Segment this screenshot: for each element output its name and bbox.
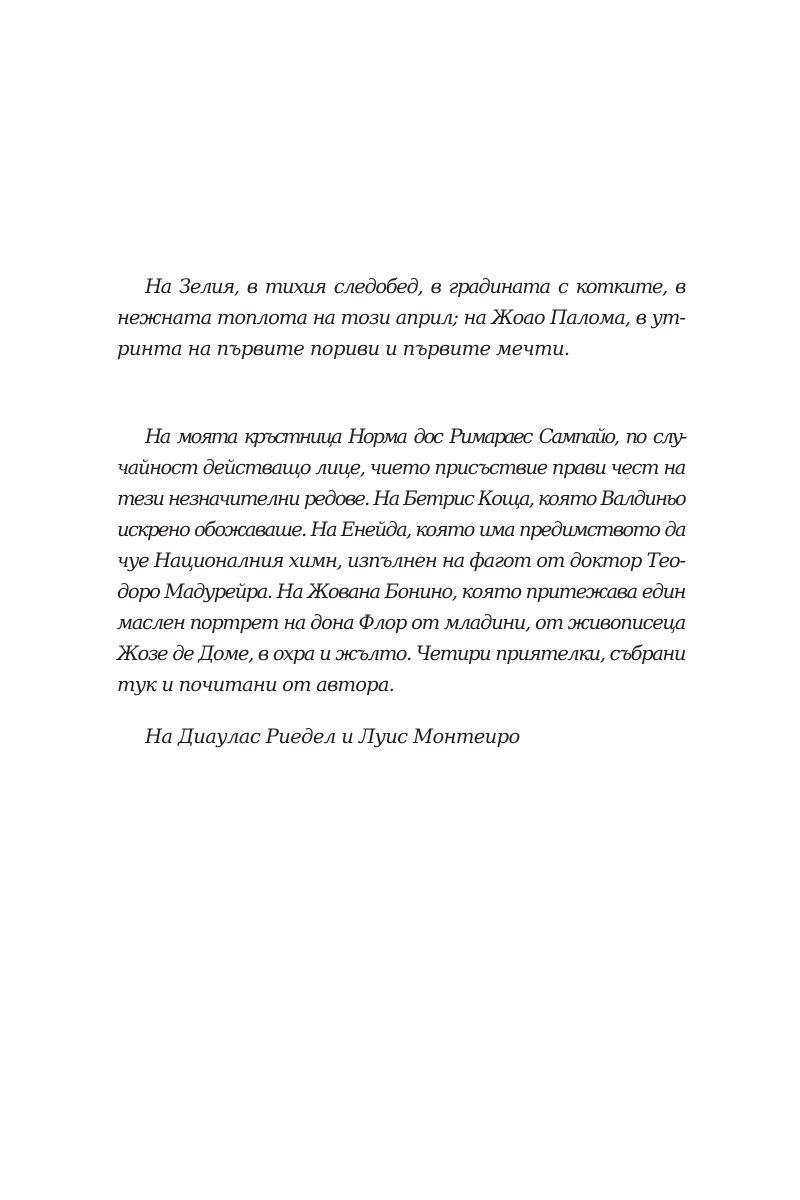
text-line: чуе Националния химн, изпълнен на фагот от доктор Тео-: [117, 549, 685, 572]
text-line: доро Мадурейра. На Жована Бонино, която притежава един: [117, 580, 685, 603]
dedication-paragraph-1: [117, 271, 685, 364]
dedication-paragraph-3: [117, 721, 685, 752]
text-line: ринта на първите пориви и първите мечти.: [117, 337, 570, 360]
text-line: На Зелия, в тихия следобед, в градината с котките, в: [145, 275, 685, 298]
text-line: На Диаулас Риедел и Луис Монтеиро: [145, 725, 520, 748]
dedication-paragraph-2: [117, 421, 685, 700]
text-line: На моята кръстница Норма дос Римараес Сампайо, по слу-: [145, 425, 685, 448]
text-line: тук и почитани от автора.: [117, 673, 395, 696]
text-line: искрено обожаваше. На Енейда, която има предимството да: [117, 518, 685, 541]
text-line: маслен портрет на дона Флор от младини, от живописеца: [117, 611, 685, 634]
text-line: чайност действащо лице, чието присъствие прави чест на: [117, 456, 685, 479]
text-line: Жозе де Доме, в охра и жълто. Четири приятелки, събрани: [117, 642, 685, 665]
text-line: тези незначителни редове. На Бетрис Коща, която Валдиньо: [117, 487, 685, 510]
text-line: нежната топлота на този април; на Жоао Палома, в ут-: [117, 306, 685, 329]
